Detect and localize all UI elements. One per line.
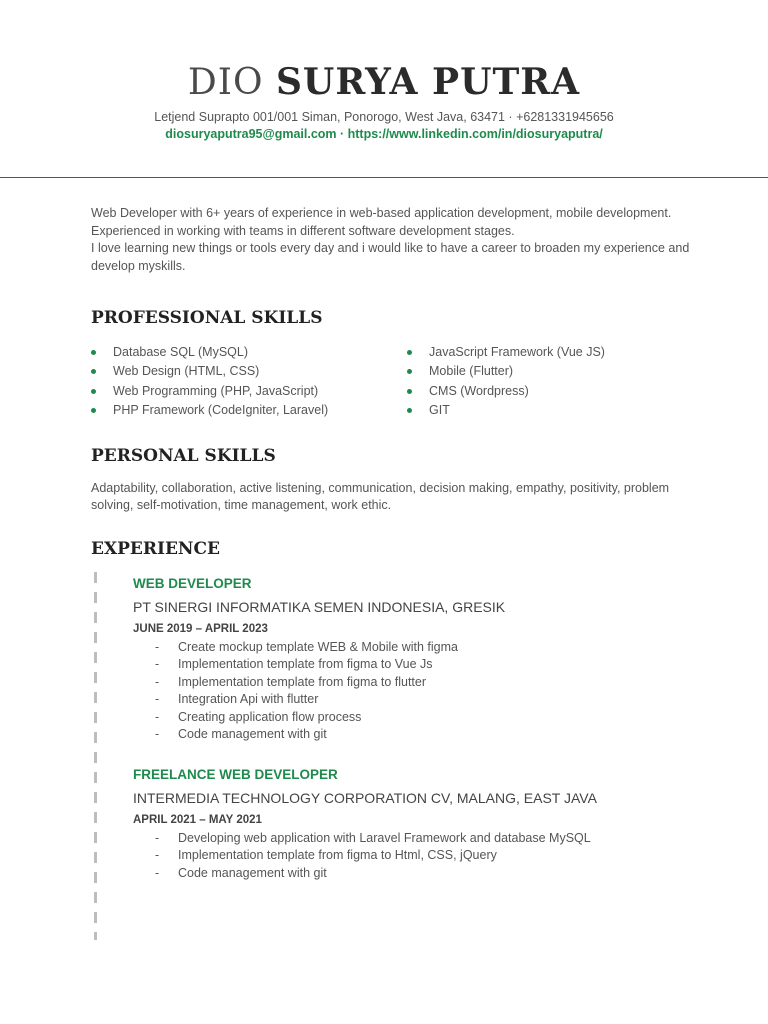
skill-item [407,401,707,420]
task-label: Code management with git [178,727,327,742]
skills-column-right [407,343,707,420]
job-entry [133,766,733,882]
summary-line: Experienced in working with teams in different software development stages. [91,223,515,238]
skill-label: JavaScript Framework (Vue JS) [429,345,605,359]
skill-label: Web Design (HTML, CSS) [113,364,260,379]
task-item [133,847,733,864]
personal-skills-heading: PERSONAL SKILLS [91,446,276,466]
company-name: PT SINERGI INFORMATIKA SEMEN INDONESIA, GRESIK [133,599,506,615]
candidate-name [0,60,768,105]
first-name: DIO [187,62,264,103]
job-entry [133,575,733,743]
bullet-icon [407,408,412,413]
skill-item [91,401,391,420]
skill-item [407,382,707,401]
skill-label: Web Programming (PHP, JavaScript) [113,383,319,398]
task-item [133,830,733,847]
skill-label: GIT [429,402,450,417]
task-item [133,656,733,673]
dash-icon: - [155,831,160,845]
skill-item [91,343,391,362]
skill-item [407,343,707,362]
task-label: Integration Api with flutter [178,692,319,707]
bullet-icon [91,369,96,374]
experience-heading: EXPERIENCE [91,539,220,559]
bullet-icon [91,408,96,413]
dash-icon: - [155,709,160,724]
contact-separator: · [336,127,348,141]
company-name: INTERMEDIA TECHNOLOGY CORPORATION CV, MALANG, EAST JAVA [133,790,597,806]
task-label: Create mockup template WEB & Mobile with figma [178,640,458,654]
header-divider [0,177,768,178]
task-item [133,709,733,726]
job-title: WEB DEVELOPER [133,576,252,591]
task-item [133,639,733,656]
summary-line: Web Developer with 6+ years of experience in web-based application development, mobile development. [91,206,672,220]
task-label: Implementation template from figma to Vue Js [178,657,433,672]
bullet-icon [407,389,412,394]
resume-header [0,60,768,143]
dash-icon: - [155,727,160,742]
skill-item [407,362,707,381]
task-item [133,865,733,882]
bullet-icon [407,350,412,355]
task-list [133,639,733,743]
timeline-line [94,572,97,940]
task-label: Implementation template from figma to flutter [178,674,427,689]
task-item [133,674,733,691]
task-item [133,691,733,708]
dash-icon: - [155,865,160,880]
skill-item [91,362,391,381]
dash-icon: - [155,674,160,689]
job-dates: APRIL 2021 – MAY 2021 [133,814,262,826]
skill-label: Database SQL (MySQL) [113,345,249,359]
task-item [133,726,733,743]
summary-line: I love learning new things or tools every day and i would like to have a career to broaden my experience and develop myskills. [91,241,690,273]
bullet-icon [407,369,412,374]
contact-links [0,126,768,143]
task-label: Creating application flow process [178,709,362,724]
dash-icon: - [155,640,160,654]
bullet-icon [91,389,96,394]
task-label: Developing web application with Laravel Framework and database MySQL [178,831,591,845]
task-list [133,830,733,882]
email-link[interactable]: diosuryaputra95@gmail.com [165,127,337,141]
address-phone: Letjend Suprapto 001/001 Siman, Ponorogo, West Java, 63471 · +6281331945656 [154,110,614,124]
linkedin-link[interactable]: https://www.linkedin.com/in/diosuryaputra/ [347,127,603,141]
bullet-icon [91,350,96,355]
dash-icon: - [155,657,160,672]
job-title: FREELANCE WEB DEVELOPER [133,767,338,782]
skill-item [91,382,391,401]
last-name: SURYA PUTRA [275,61,581,103]
skills-column-left [91,343,391,420]
personal-skills-text: Adaptability, collaboration, active listening, communication, decision making, empathy, positivity, problem solving, self-motivation, time management, work ethic. [91,481,670,512]
task-label: Code management with git [178,865,327,880]
job-dates: JUNE 2019 – APRIL 2023 [133,623,268,635]
task-label: Implementation template from figma to Html, CSS, jQuery [178,848,497,863]
skill-label: CMS (Wordpress) [429,383,529,398]
skill-label: Mobile (Flutter) [429,364,514,379]
dash-icon: - [155,848,160,863]
professional-skills-heading: PROFESSIONAL SKILLS [91,308,323,328]
dash-icon: - [155,692,160,707]
summary [91,205,711,275]
skill-label: PHP Framework (CodeIgniter, Laravel) [113,402,329,417]
